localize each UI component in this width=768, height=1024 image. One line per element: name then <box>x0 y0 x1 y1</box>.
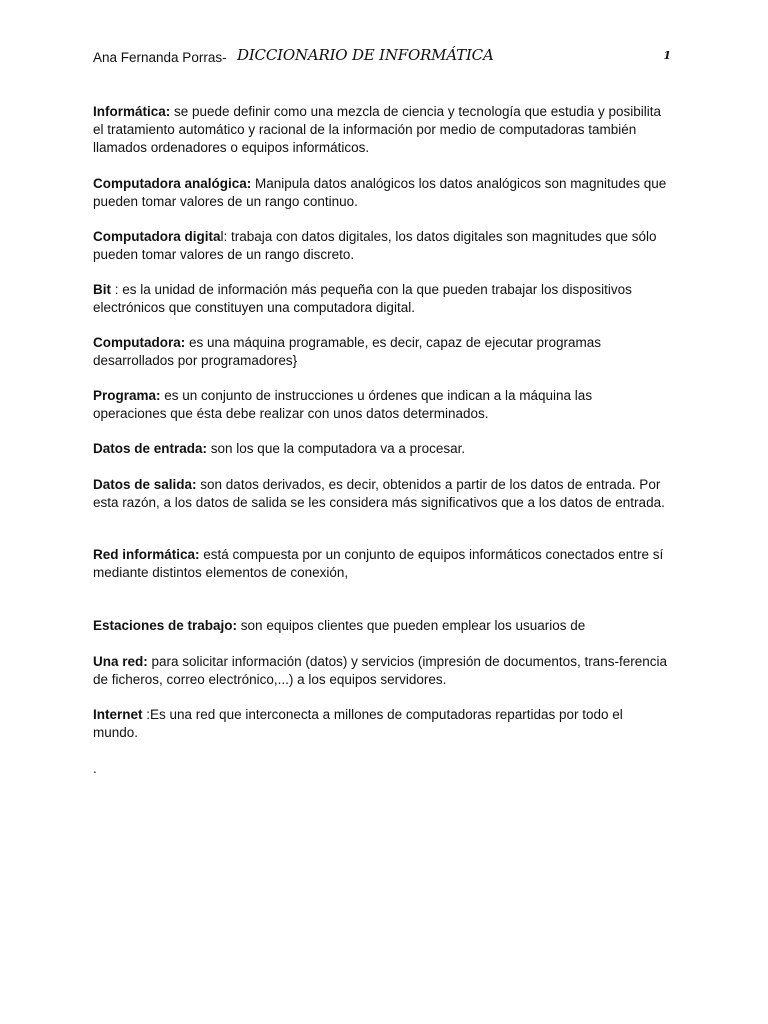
entry-definition: para solicitar información (datos) y servicios (impresión de documentos, trans-ferencia de ficheros, correo electrónico,...) a los equipos servidores. <box>93 654 667 687</box>
entry-term: Computadora digita <box>93 229 221 244</box>
entry-informatica <box>93 103 668 157</box>
entry-term: Programa: <box>93 388 161 403</box>
entry-una-red <box>93 653 668 689</box>
entry-term: Red informática: <box>93 547 200 562</box>
entry-definition: es una máquina programable, es decir, capaz de ejecutar programas desarrollados por programadores} <box>93 335 601 368</box>
entry-term: Datos de entrada: <box>93 441 208 456</box>
entry-datos-de-salida <box>93 476 668 512</box>
entry-term: Bit <box>93 282 111 297</box>
entry-internet <box>93 706 668 742</box>
entry-computadora <box>93 334 668 370</box>
page-number: 1 <box>663 49 671 62</box>
entry-definition: está compuesta por un conjunto de equipos informáticos conectados entre sí mediante distintos elementos de conexión, <box>93 547 664 580</box>
entry-definition: es un conjunto de instrucciones u órdenes que indican a la máquina las operaciones que ésta debe realizar con unos datos determinados. <box>93 388 593 421</box>
entry-definition: Manipula datos analógicos los datos analógicos son magnitudes que pueden tomar valores de un rango continuo. <box>93 176 667 209</box>
entry-definition: son los que la computadora va a procesar. <box>207 441 466 456</box>
entry-term: Computadora analógica: <box>93 176 252 191</box>
entry-term: Internet <box>93 707 143 722</box>
trailing-period: . <box>93 761 97 776</box>
header-author: Ana Fernanda Porras- <box>93 50 227 65</box>
entry-definition: :Es una red que interconecta a millones de computadoras repartidas por todo el mundo. <box>93 707 623 740</box>
entry-computadora-analogica <box>93 175 668 211</box>
entry-definition: son equipos clientes que pueden emplear los usuarios de <box>237 618 586 633</box>
entry-estaciones-de-trabajo <box>93 617 668 635</box>
entry-datos-de-entrada <box>93 440 668 458</box>
entry-term: Una red: <box>93 654 148 669</box>
entry-term: Informática: <box>93 104 171 119</box>
entry-programa <box>93 387 668 423</box>
entry-term: Datos de salida: <box>93 477 197 492</box>
entry-definition: : es la unidad de información más pequeña con la que pueden trabajar los dispositivos electrónicos que constituyen una computadora digital. <box>93 282 632 315</box>
entry-red-informatica <box>93 546 668 582</box>
header-title: DICCIONARIO DE INFORMÁTICA <box>237 46 494 64</box>
entry-definition: se puede definir como una mezcla de ciencia y tecnología que estudia y posibilita el tratamiento automático y racional de la información por medio de computadoras también llamados ordenadores o equipos informáticos. <box>93 104 662 155</box>
entry-term: Estaciones de trabajo: <box>93 618 238 633</box>
page-header <box>93 46 673 68</box>
entry-bit <box>93 281 668 317</box>
entry-term: Computadora: <box>93 335 186 350</box>
entry-computadora-digital <box>93 228 668 264</box>
entry-definition: l: trabaja con datos digitales, los datos digitales son magnitudes que sólo pueden tomar valores de un rango discreto. <box>93 229 657 262</box>
entry-definition: son datos derivados, es decir, obtenidos a partir de los datos de entrada. Por esta razón, a los datos de salida se les considera más significativos que a los datos de entrada. <box>93 477 665 510</box>
